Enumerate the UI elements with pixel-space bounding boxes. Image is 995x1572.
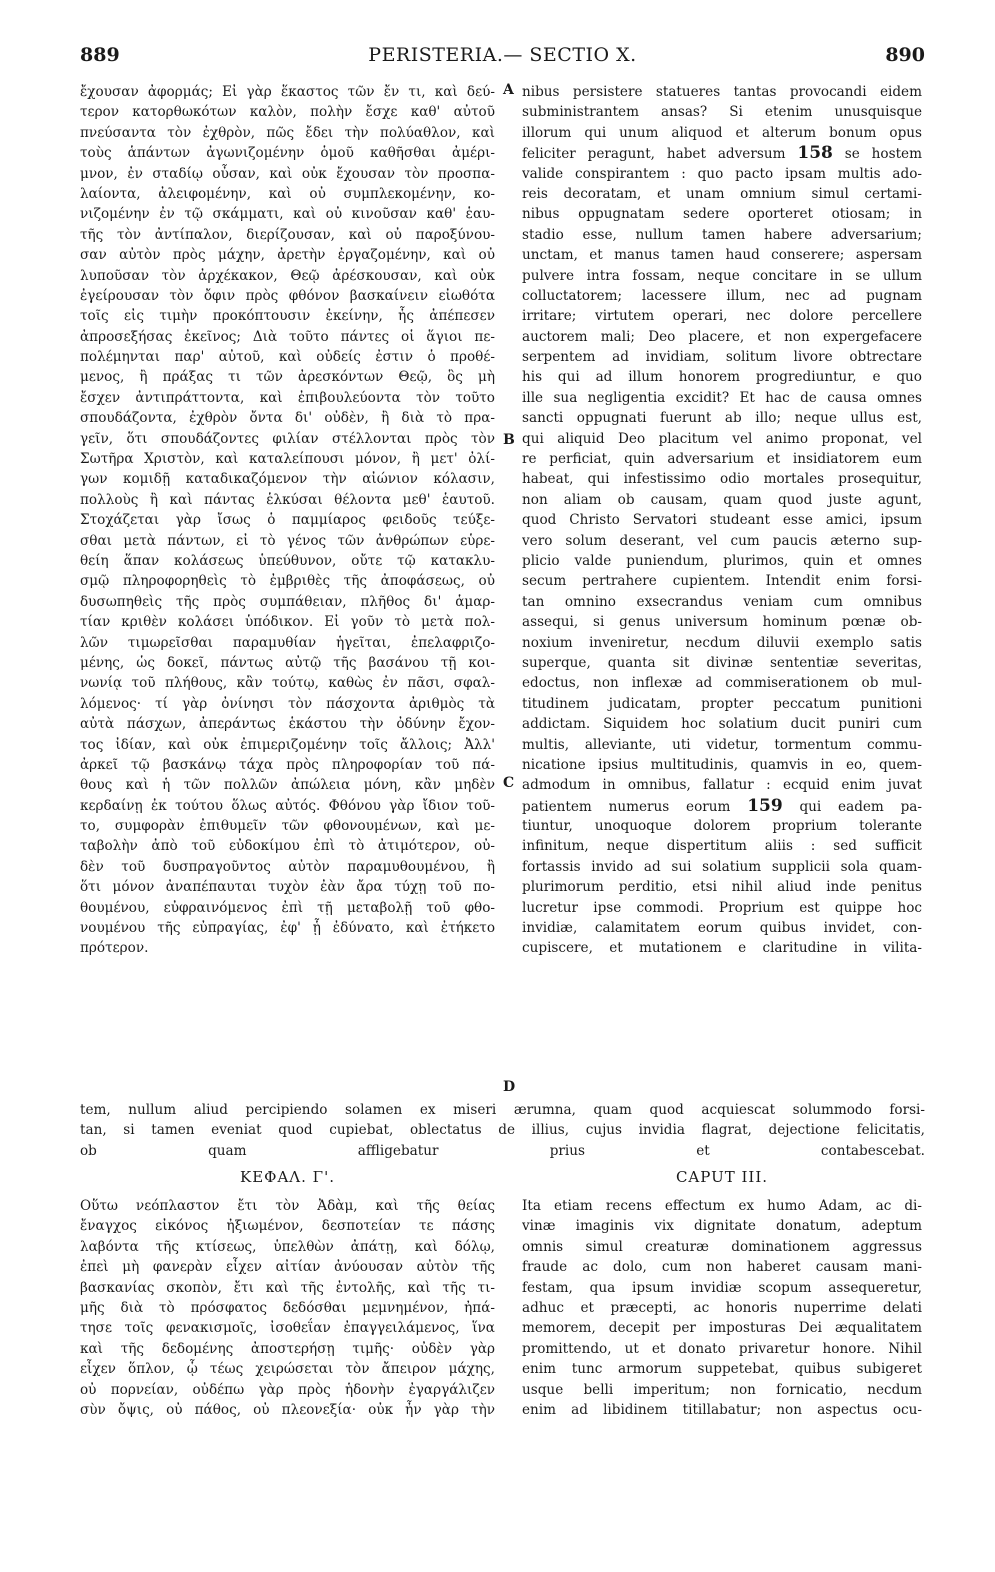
text-line: θουμένου, εὐφραινόμενος ἐπὶ τῇ μεταβολῇ τοῦ φθο-: [80, 899, 495, 916]
text-line: ἔσχεν ἀντιπράττοντα, καὶ ἐπιβουλεύοντα τὸν τοῦτο: [80, 389, 495, 406]
text-line: ἀπροσεξήσας ἐκεῖνος; Διὰ τοῦτο πάντες οἱ ἅγιοι πε-: [80, 328, 495, 345]
running-title: PERISTERIA.— SECTIO X.: [368, 44, 637, 66]
text-line: admodum in omnibus, fallatur : ecquid enim juvat: [522, 777, 922, 794]
text-line: τῆς τὸν ἀντίπαλον, διερίζουσαν, καὶ οὐ παροξύνου-: [80, 226, 495, 243]
text-line: plicio valde puniendum, plurimos, quin et omnes: [522, 552, 922, 569]
latin-full-width-continuation: [80, 1100, 925, 1161]
text-line: usque belli imperitum; non fornicatio, necdum: [522, 1381, 922, 1398]
text-line: lucretur ipse commodi. Proprium est quippe hoc: [522, 899, 922, 916]
text-line: sancti oppugnati fuerunt ab illo; neque ullus est,: [522, 410, 922, 427]
text-line: noxium inveniretur, necdum diluvii exemplo satis: [522, 634, 922, 651]
text-line: unctam, et manus tamen haud conserere; aspersam: [522, 247, 922, 264]
text-line: ἔναγχος εἰκόνος ἠξιωμένον, δεσποτείαν τε πάσης: [80, 1218, 495, 1235]
text-line: πνεύσαντα τὸν ἐχθρὸν, πῶς ἔδει τὴν πολύαθλον, καὶ: [80, 124, 495, 141]
text-line: μενος, ἢ πράξας τι τῶν ἀρεσκόντων Θεῷ, ὃς μὴ: [80, 369, 495, 386]
text-line: titudinem judicatam, propter peccatum punitioni: [522, 695, 922, 712]
text-line: non aliam ob causam, quam quod juste agunt,: [522, 491, 922, 508]
greek-column-section-1: [80, 82, 495, 959]
running-header: [80, 44, 925, 74]
text-line: addictam. Siquidem hoc solatium ducit puniri cum: [522, 716, 922, 733]
text-line: σαν αὐτὸν πρὸς μάχην, ἀρετὴν ἐργαζομένην, καὶ οὐ: [80, 247, 495, 264]
text-line: σὺν ὄψις, οὐ πάθος, οὐ πλεονεξία· οὐκ ἦν γὰρ τὴν: [80, 1401, 495, 1418]
text-line: quod Christo Servatori studeant esse amici, ipsum: [522, 512, 922, 529]
text-line: adhuc et præcepti, ac honoris nuperrime delati: [522, 1299, 922, 1316]
text-line: μένης, ὡς δοκεῖ, πάντως αὐτῷ τῆς βασάνου τῇ κοι-: [80, 654, 495, 671]
text-line: βασκανίας σκοπὸν, ἔτι καὶ τῆς ἐντολῆς, καὶ τῆς τι-: [80, 1279, 495, 1296]
column-number: 158: [797, 143, 833, 164]
text-line: ταβολὴν ἀπὸ τοῦ εὐδοκίμου ἐπὶ τὸ ἀτιμότερον, οὐ-: [80, 838, 495, 855]
text-line: Στοχάζεται γὰρ ἴσως ὁ παμμίαρος φειδοῦς τεύξε-: [80, 512, 495, 529]
text-line: subministrantem ansas? Si etenim unusquisque: [522, 104, 922, 121]
text-line: omnis simul creaturæ dominationem aggressus: [522, 1238, 922, 1255]
text-line: πρότερον.: [80, 940, 149, 957]
text-line: nibus persistere statueres tantas provocandi eidem: [522, 84, 922, 100]
text-line: multis, alleviante, uti videtur, tormentum commu-: [522, 736, 922, 753]
text-line: nicatione ipsius multitudinis, quamvis in eo, quem-: [522, 756, 922, 773]
text-line: Οὕτω νεόπλαστον ἔτι τὸν Ἀδὰμ, καὶ τῆς θείας: [80, 1198, 495, 1214]
text-line: promittendo, ut et donato privaretur honore. Nihil: [522, 1340, 922, 1357]
margin-marker-d: D: [503, 1079, 516, 1095]
right-page-number: 890: [885, 44, 925, 66]
text-line: stadio esse, nullum tamen habere adversarium;: [522, 226, 922, 243]
text-line: assequi, si genus universum hominum pœnæ ob-: [522, 614, 922, 631]
text-line: patientem numerus eorum 159 qui eadem pa-: [522, 795, 922, 816]
text-line: cupiscere, et mutationem e claritudine in vilita-: [522, 940, 922, 957]
text-line: serpentem ad invidiam, solitum livore obtrectare: [522, 349, 922, 366]
column-number: 159: [747, 795, 783, 816]
text-line: τερον κατορθωκότων καλὸν, πολὴν ἔσχε καθ' αὐτοῦ: [80, 104, 495, 121]
text-line: πολλοὺς ἢ καὶ πάντας ἑλκύσαι θέλοντα μεθ' ἑαυτοῦ.: [80, 491, 495, 508]
text-line: plurimorum perditio, etsi nihil aliud inde penitus: [522, 879, 922, 896]
text-line: secum pertrahere cupientem. Intendit enim forsi-: [522, 573, 922, 590]
text-line: σπουδάζοντα, ἐχθρὸν ὄντα δι' οὐδὲν, ἢ διὰ τὸ πρα-: [80, 410, 495, 427]
greek-column-chapter-3: [80, 1196, 495, 1420]
text-line: νωνίᾳ τοῦ πλήθους, κἂν τούτῳ, καθὼς ἐν πᾶσι, σφαλ-: [80, 675, 495, 692]
text-line: ἐγείρουσαν τὸν ὄφιν πρὸς φθόνον βασκαίνειν εἰωθότα: [80, 287, 495, 304]
text-line: ἐπεὶ μὴ φανερὰν εἶχεν αἰτίαν ἀνύουσαν αὐτὸν τῆς: [80, 1259, 495, 1276]
greek-chapter-heading: ΚΕΦΑΛ. Γ'.: [240, 1168, 335, 1186]
left-page-number: 889: [80, 44, 120, 66]
text-line: tem, nullum aliud percipiendo solamen ex miseri ærumna, quam quod acquiescat solummodo forsi-: [80, 1102, 925, 1118]
text-line: colluctatorem; lacessere illum, nec ad pugnam: [522, 287, 922, 304]
margin-marker-b: B: [503, 432, 515, 448]
text-line: tan, si tamen eveniat quod cupiebat, oblectatus de illius, cujus invidia flagrat, dejectione felicitatis,: [80, 1122, 925, 1139]
text-line: δυσωπηθεὶς τῆς πρὸς συμπάθειαν, πλῆθος δι' ἁμαρ-: [80, 593, 495, 610]
margin-marker-a: A: [503, 82, 514, 98]
text-line: superque, quanta sit divinæ sententiæ severitas,: [522, 654, 922, 671]
text-line: edoctus, non inflexæ ad commiserationem ob mul-: [522, 675, 922, 692]
text-line: auctorem mali; Deo placere, et non expergefacere: [522, 328, 922, 345]
latin-column-section-1: [522, 82, 922, 959]
latin-chapter-heading: CAPUT III.: [675, 1168, 769, 1186]
text-line: pulvere intra fossam, neque concitare in se ullum: [522, 267, 922, 284]
latin-column-chapter-3: [522, 1196, 922, 1420]
text-line: το, συμφορὰν ἐπιθυμεῖν τῶν φθονουμένων, καὶ με-: [80, 818, 495, 835]
text-line: invidiæ, calamitatem eorum quibus invidet, con-: [522, 920, 922, 937]
text-line: illorum qui unum aliquod et alterum bonum opus: [522, 124, 922, 141]
text-line: καὶ τῆς δεδομένης ἀποστερήσῃ τιμῆς· οὐδὲν γὰρ: [80, 1340, 495, 1357]
text-line: τησε τοῖς φενακισμοῖς, ἰσοθεΐαν ἐπαγγειλάμενος, ἵνα: [80, 1320, 495, 1337]
text-line: νουμένου τῆς εὐπραγίας, ἐφ' ᾗ ἐδύνατο, καὶ ἐτήκετο: [80, 920, 495, 937]
text-line: re perficiat, quin adversarium et insidiatorem eum: [522, 451, 922, 468]
text-line: εἶχεν ὅπλον, ᾧ τέως χειρώσεται τὸν ἄπειρον μάχης,: [80, 1361, 495, 1378]
text-line: λῶν τιμωρεῖσθαι παραμυθίαν ἡγεῖται, ἐπελαφριζο-: [80, 634, 495, 651]
text-line: fortassis invido ad sui solatium supplicii sola quam-: [522, 858, 922, 875]
text-line: λαβόντα τῆς κτίσεως, ὑπελθὼν ἀπάτῃ, καὶ δόλῳ,: [80, 1238, 495, 1255]
text-line: valide conspirantem : quo pacto ipsam multis ado-: [522, 165, 922, 182]
text-line: vero solum deserant, vel cum paucis æterno sup-: [522, 532, 922, 549]
text-line: ὅτι μόνον ἀναπέπαυται τυχὸν ἐὰν ἄρα τύχῃ τοῦ πο-: [80, 879, 495, 896]
text-line: λαίοντα, ἀλειφομένην, καὶ οὐ συμπλεκομένην, κο-: [80, 185, 495, 202]
text-line: αὐτὰ πάσχων, ἀπεράντως ἑκάστου τὴν ὀδύνην ἔχον-: [80, 716, 495, 733]
text-line: τίαν κριθὲν κολάσει ὑπόδικον. Εἰ γοῦν τὸ μετὰ πολ-: [80, 614, 495, 631]
text-line: irritare; virtutem operari, nec dolore percellere: [522, 308, 922, 325]
text-line: γων κομιδῇ καταδικαζόμενον τὴν αἰώνιον κόλασιν,: [80, 471, 495, 488]
text-line: κερδαίνῃ ἐκ τούτου ὅλως αὐτός. Φθόνου γὰρ ἴδιον τοῦ-: [80, 797, 495, 814]
text-line: ob quam affligebatur prius et contabescebat.: [80, 1142, 925, 1159]
text-line: δὲν τοῦ δυσπραγοῦντος αὐτὸν παραμυθουμένου, ἢ: [80, 858, 495, 875]
text-line: θείη ἅπαν κολάσεως ὑπεύθυνον, οὔτε τῷ κατακλυ-: [80, 552, 495, 569]
text-line: vinæ imaginis vix dignitate donatum, adeptum: [522, 1218, 922, 1235]
text-line: ἔχουσαν ἀφορμάς; Εἰ γὰρ ἕκαστος τῶν ἔν τι, καὶ δεύ-: [80, 84, 495, 100]
text-line: γεῖν, ὅτι σπουδάζοντες φιλίαν στέλλονται πρὸς τὸν: [80, 430, 495, 447]
text-line: σμῷ πληροφορηθεὶς τὸ ἐμβριθὲς τῆς ἀποφάσεως, οὐ: [80, 573, 495, 590]
text-line: τος ἰδίαν, καὶ οὐκ ἐπιμεριζομένην τοῖς ἄλλοις; Ἀλλ': [80, 736, 495, 753]
text-line: Σωτῆρα Χριστὸν, καὶ καταλείπουσι μόνον, ἢ μετ' ὀλί-: [80, 451, 495, 468]
text-line: habeat, qui infestissimo odio mortales prosequitur,: [522, 471, 922, 488]
text-line: enim ad libidinem titillabatur; non aspectus ocu-: [522, 1401, 922, 1418]
text-line: tiuntur, unoquoque dolorem proprium tolerante: [522, 818, 922, 835]
text-line: ἀρκεῖ τῷ βασκάνῳ τάχα πρὸς πληροφορίαν τοῦ πά-: [80, 756, 495, 773]
text-line: μνον, ἐν σταδίῳ οὖσαν, καὶ οὐκ ἔχουσαν τὸν προσπα-: [80, 165, 495, 182]
text-line: Ita etiam recens effectum ex humo Adam, ac di-: [522, 1198, 922, 1214]
text-line: fraude ac dolo, cum non haberet causam mani-: [522, 1259, 922, 1276]
text-line: ille sua negligentia excidit? Et hac de causa omnes: [522, 389, 922, 406]
text-line: λόμενος· τί γὰρ ὀνίνησι τὸν πάσχοντα ἀριθμὸς τὰ: [80, 695, 495, 712]
text-line: μῆς διὰ τὸ πρόσφατος δεδόσθαι μεμνημένον, ἠπά-: [80, 1299, 495, 1316]
text-line: nibus oppugnatam sedere oporteret otiosam; in: [522, 206, 922, 223]
text-line: οὐ πορνείαν, οὐδέπω γὰρ πρὸς ἡδονὴν ἐγαργάλιζεν: [80, 1381, 495, 1398]
text-line: λυποῦσαν τὸν ἀρχέκακον, Θεῷ ἀρέσκουσαν, καὶ οὐκ: [80, 267, 495, 284]
text-line: tan omnino exsecrandus veniam cum omnibus: [522, 593, 922, 610]
text-line: enim tunc armorum suppetebat, quibus subigeret: [522, 1361, 922, 1378]
text-line: festam, qua ipsum invidiæ scopum assequeretur,: [522, 1279, 922, 1296]
text-line: πολέμηνται παρ' αὐτοῦ, καὶ οὐδείς ἐστιν ὁ προθέ-: [80, 349, 495, 366]
text-line: memorem, decepit per imposturas Dei æqualitatem: [522, 1320, 922, 1337]
text-line: τοῖς εἰς τιμὴν προκόπτουσιν ἐκείνην, ἧς ἀπέπεσεν: [80, 308, 495, 325]
text-line: qui aliquid Deo placitum vel animo proponat, vel: [522, 430, 922, 447]
margin-marker-c: C: [503, 775, 515, 791]
text-line: σθαι μετὰ πάντων, εἰ τὸ γένος τῶν ἀνθρώπων εὑρε-: [80, 532, 495, 549]
text-line: his qui ad illum honorem progrediuntur, e quo: [522, 369, 922, 386]
text-line: θους καὶ ἡ τῶν πολλῶν ἀπώλεια μόνη, κἂν μηδὲν: [80, 777, 495, 794]
text-line: infinitum, neque dispertitum aliis : sed sufficit: [522, 838, 922, 855]
text-line: reis decoratam, et unam omnium simul certami-: [522, 185, 922, 202]
text-line: feliciter peragunt, habet adversum 158 se hostem: [522, 143, 922, 164]
text-line: νιζομένην ἐν τῷ σκάμματι, καὶ οὐ κινοῦσαν καθ' ἑαυ-: [80, 206, 495, 223]
text-line: τοὺς ἁπάντων ἀγωνιζομένην ὁμοῦ καθῆσθαι ἀμέρι-: [80, 145, 495, 162]
